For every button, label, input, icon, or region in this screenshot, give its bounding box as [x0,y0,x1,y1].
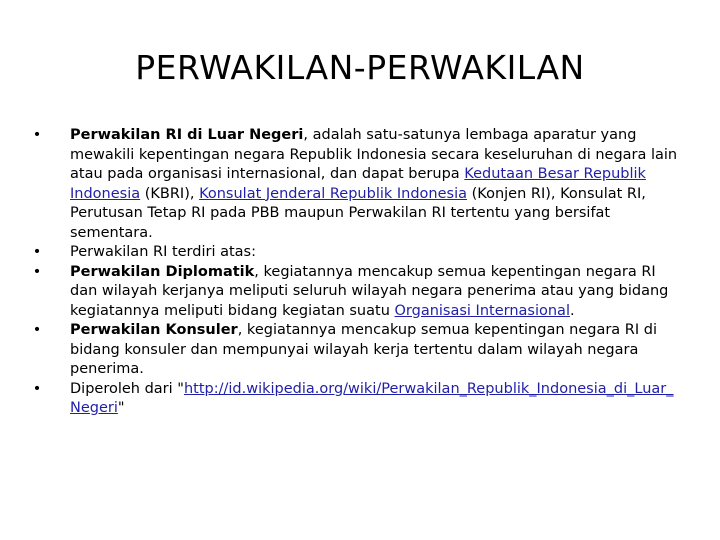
bullet-list [30,126,680,419]
list-item-perwakilan-ri [30,126,680,243]
link-kbri[interactable]: Kedutaan Besar Republik Indonesia [70,166,646,202]
item-text: , adalah satu-satunya lembaga aparatur yang mewakili kepentingan negara Republik Indonesia secara keseluruhan di negara lain atau pada organisasi internasional, dan dapat berupa [70,127,678,182]
list-item-sumber [30,380,680,419]
item-text: , kegiatannya mencakup semua kepentingan negara RI dan wilayah kerjanya meliputi seluruh wilayah negara penerima atau yang bidang kegiatannya meliputi bidang kegiatan suatu [70,263,669,319]
item-text: (Konjen RI), Konsulat RI, Perutusan Tetap RI pada PBB maupun Perwakilan RI tertentu yang bersifat sementara. [70,185,646,241]
item-text: Diperoleh dari " [70,380,184,397]
bullet-icon: • [32,322,42,338]
list-item-terdiri-atas [30,243,680,263]
item-text: (KBRI), [140,185,200,202]
list-item-perwakilan-diplomatik [30,263,680,322]
bullet-icon: • [32,263,42,280]
item-text: , kegiatannya mencakup semua kepentingan negara RI di bidang konsuler dan mempunyai wilayah kerja tertentu dalam wilayah negara penerima. [70,322,657,377]
link-organisasi-internasional[interactable]: Organisasi Internasional [394,302,570,319]
bullet-icon: • [32,127,42,143]
bullet-icon: • [32,380,42,397]
term-perwakilan-diplomatik: Perwakilan Diplomatik [70,263,255,280]
item-text: Perwakilan RI terdiri atas: [70,244,256,260]
slide-title: PERWAKILAN-PERWAKILAN [135,48,585,87]
bullet-icon: • [32,244,42,260]
link-konsulat-jenderal[interactable]: Konsulat Jenderal Republik Indonesia [199,185,468,202]
link-wikipedia-source[interactable]: http://id.wikipedia.org/wiki/Perwakilan_Republik_Indonesia_di_Luar_Negeri [70,380,674,416]
item-text: . [569,302,575,319]
list-item-perwakilan-konsuler [30,321,680,380]
item-text: " [117,400,125,416]
term-perwakilan-konsuler: Perwakilan Konsuler [70,322,238,338]
term-perwakilan-ri: Perwakilan RI di Luar Negeri [70,127,304,143]
